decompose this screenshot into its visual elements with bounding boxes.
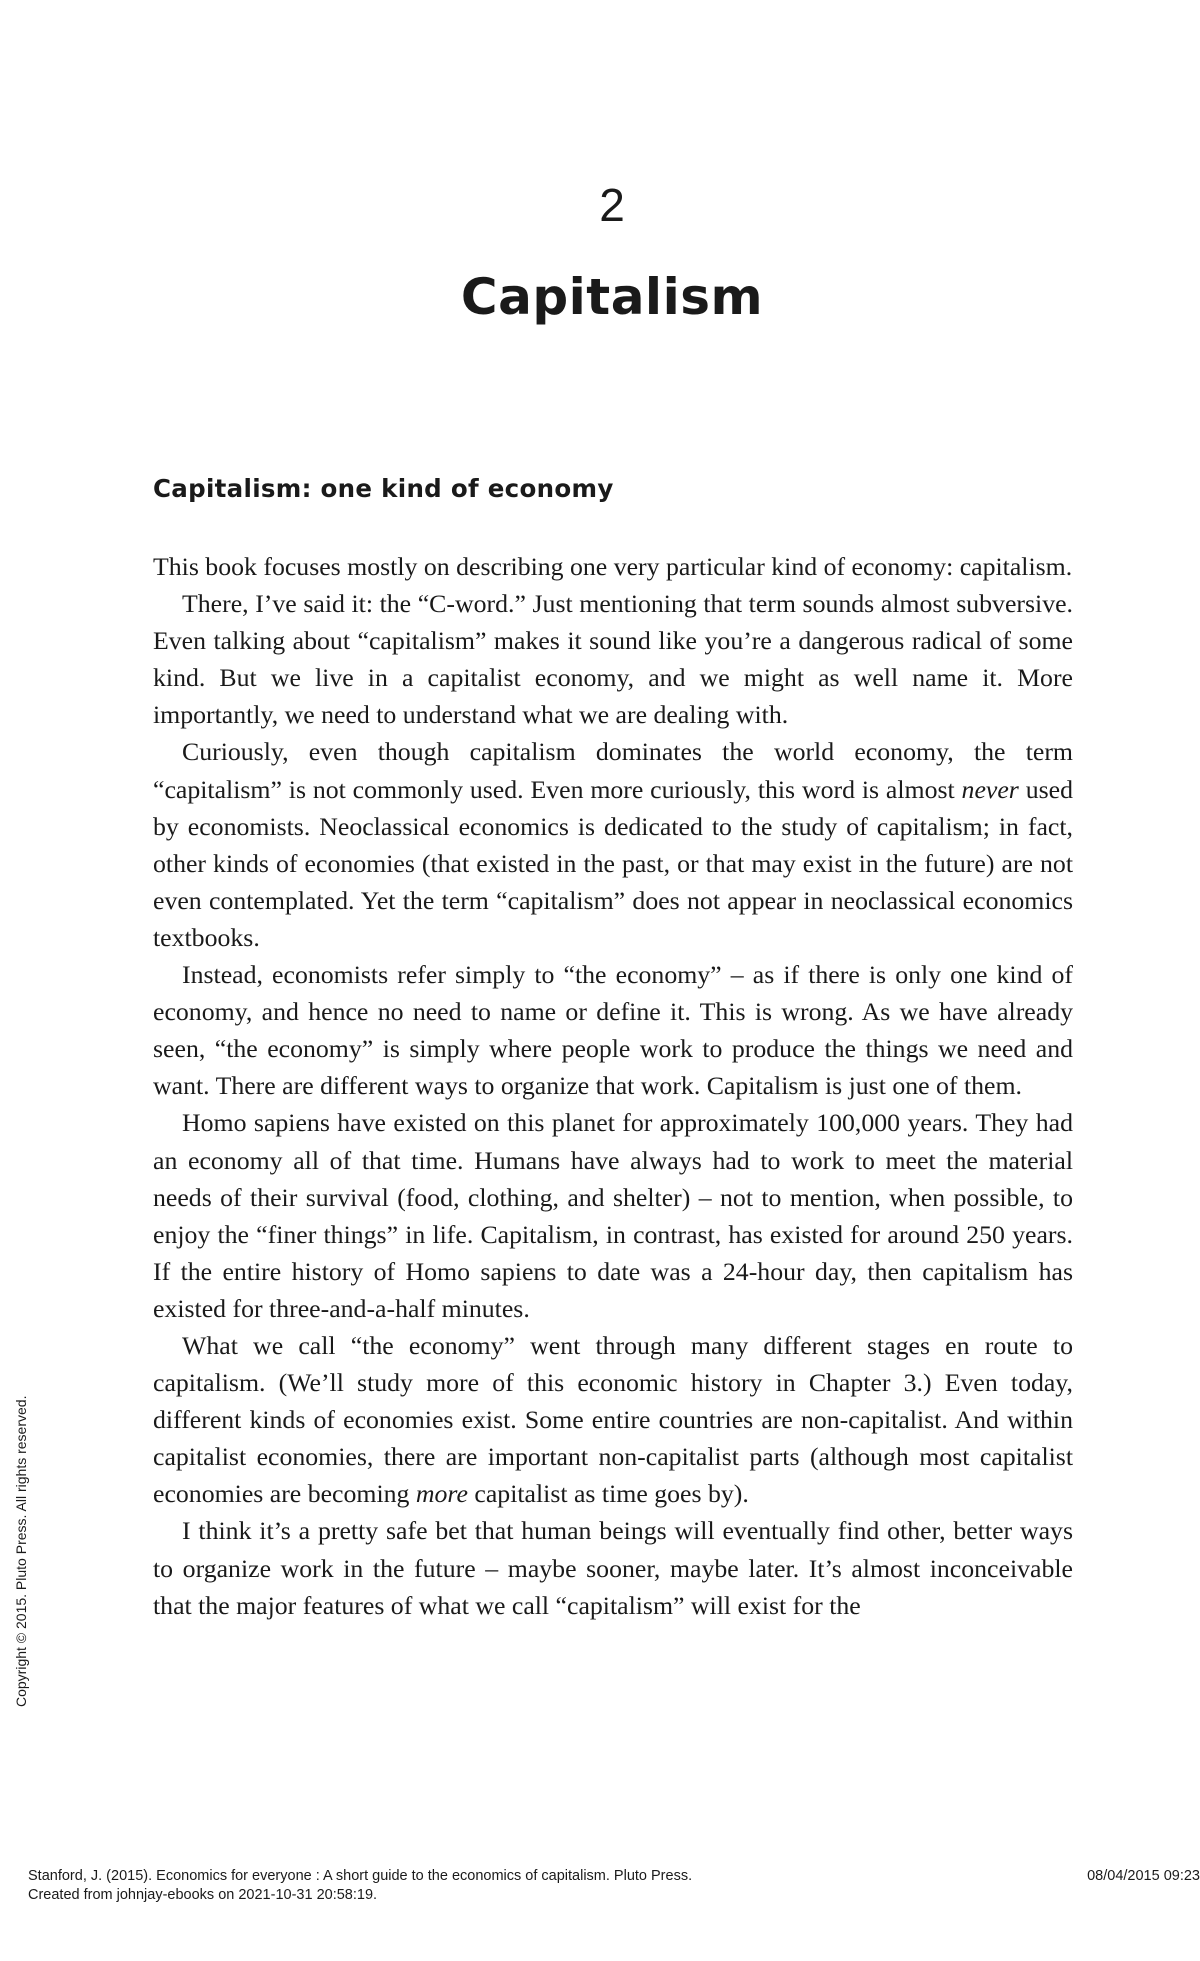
footer-citation: Stanford, J. (2015). Economics for everyone : A short guide to the economics of capitalism. Pluto Press. [28,1868,693,1884]
paragraph-text: I think it’s a pretty safe bet that human beings will eventually find other, better ways to organize work in the future – maybe sooner, maybe later. It’s almost inconceivable that the major features of what we call “capitalism” will exist for the [153,1516,1073,1620]
paragraph-text: capitalist as time goes by). [467,1479,749,1509]
paragraph-text: used by economists. Neoclassical economics is dedicated to the study of capitalism; in fact, other kinds of economies (that existed in the past, or that may exist in the future) are not even contemplated. Yet the term “capitalism” does not appear in neoclassical economics textbooks. [153,774,1073,952]
paragraph-text: Instead, economists refer simply to “the economy” – as if there is only one kind of economy, and hence no need to name or define it. This is wrong. As we have already seen, “the economy” is simply where people work to produce the things we need and want. There are different ways to organize that work. Capitalism is just one of them. [153,960,1073,1101]
paragraph [153,1104,1073,1327]
paragraph [153,585,1073,733]
side-copyright: Copyright © 2015. Pluto Press. All rights reserved. [13,1395,29,1707]
chapter-title: Capitalism [460,268,764,326]
footer-stamp: 08/04/2015 09:23 [1087,1868,1200,1884]
paragraph [153,733,1073,956]
paragraph-text: Homo sapiens have existed on this planet for approximately 100,000 years. They had an economy all of that time. Humans have always had to work to meet the material needs of their survival (food, clothing, and shelter) – not to mention, when possible, to enjoy the “finer things” in life. Capitalism, in contrast, has existed for around 250 years. If the entire history of Homo sapiens to date was a 24-hour day, then capitalism has existed for three-and-a-half minutes. [153,1108,1073,1323]
paragraph [153,1512,1073,1623]
paragraph-text: There, I’ve said it: the “C-word.” Just mentioning that term sounds almost subversive. Even talking about “capitalism” makes it sound like you’re a dangerous radical of some kind. But we live in a capitalist economy, and we might as well name it. More importantly, we need to understand what we are dealing with. [153,589,1073,730]
emphasis-text: never [961,774,1019,804]
paragraph [153,956,1073,1104]
paragraph-text: Curiously, even though capitalism dominates the world economy, the term “capitalism” is not commonly used. Even more curiously, this word is almost [153,737,1073,804]
footer-created: Created from johnjay-ebooks on 2021-10-31 20:58:19. [28,1887,378,1903]
paragraph [153,548,1073,585]
section-heading: Capitalism: one kind of economy [153,474,614,503]
paragraph [153,1327,1073,1512]
paragraph-text: This book focuses mostly on describing one very particular kind of economy: capitalism. [153,552,1073,581]
emphasis-text: more [415,1479,468,1509]
chapter-number: 2 [599,179,625,231]
paragraph-text: What we call “the economy” went through many different stages en route to capitalism. (We’ll study more of this economic history in Chapter 3.) Even today, different kinds of economies exist. Some entire countries are non-capitalist. And within capitalist economies, there are important non-capitalist parts (although most capitalist economies are becoming [153,1330,1073,1509]
body-text [153,548,1073,1624]
